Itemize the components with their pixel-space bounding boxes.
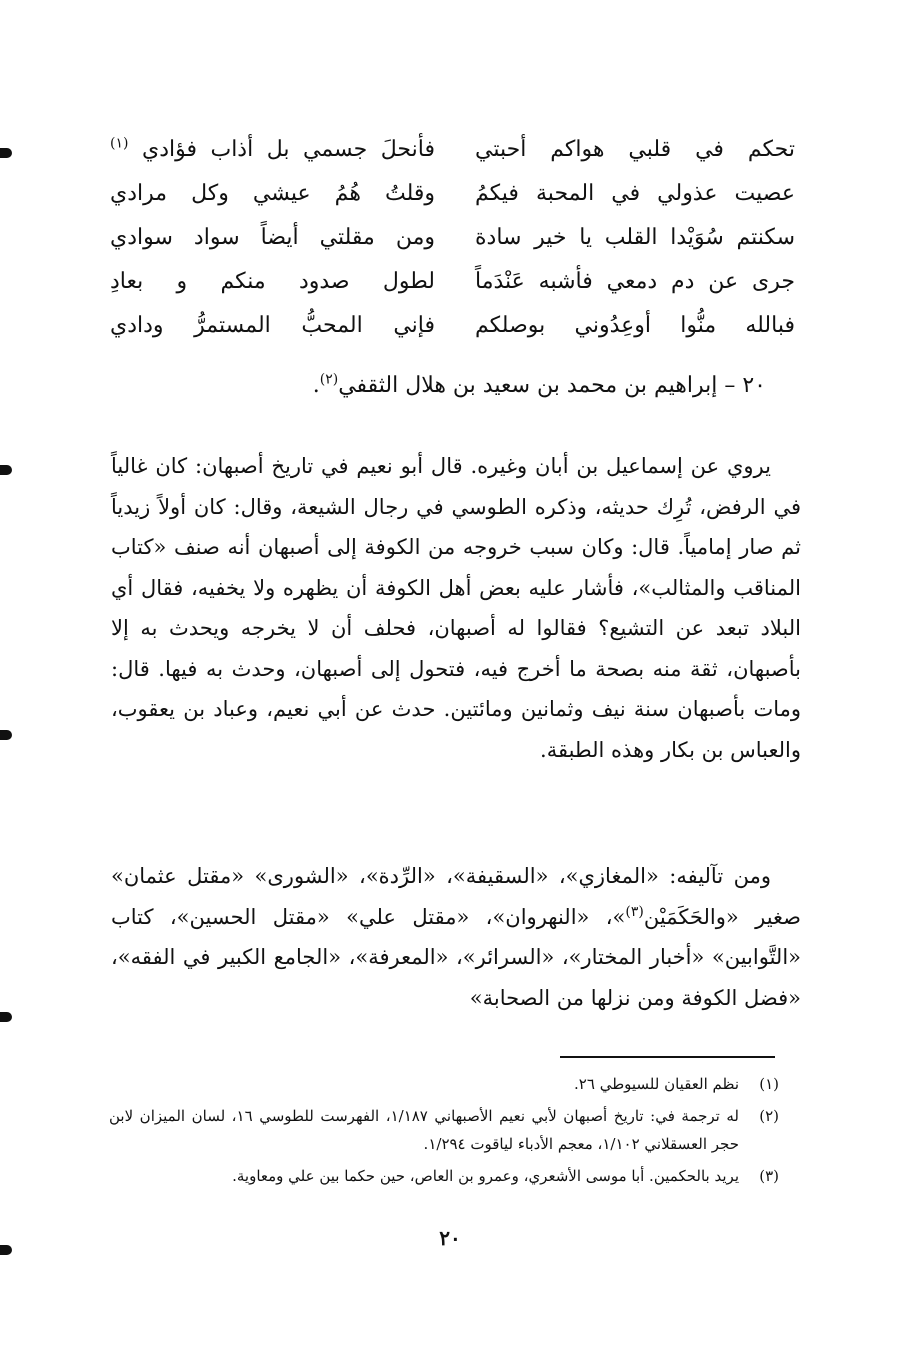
verse-hemistich: ومن مقلتي أيضاً سواد سوادي xyxy=(110,225,435,250)
footnote-text: يريد بالحكمين. أبا موسى الأشعري، وعمرو بن العاص، حين حكما بين علي ومعاوية. xyxy=(232,1167,739,1185)
scan-mark xyxy=(0,730,12,740)
scan-mark xyxy=(0,1245,12,1255)
works-text-start: ومن تآليفه: «المغازي»، «السقيفة»، «الرِّدة»، «الشورى» «مقتل عثمان» صغير «والحَكَمَيْن xyxy=(111,864,801,929)
footnote-item xyxy=(109,1070,779,1098)
scan-mark xyxy=(0,1012,12,1022)
scan-mark xyxy=(0,465,12,475)
footnote-text: نظم العقيان للسيوطي ٢٦. xyxy=(574,1075,739,1093)
biography-paragraph: يروي عن إسماعيل بن أبان وغيره. قال أبو نعيم في تاريخ أصبهان: كان غالياً في الرفض، تُرِك حديثه، وذكره الطوسي في رجال الشيعة، وقال: كان أولاً زيدياً ثم صار إمامياً. قال: وكان سبب خروجه من الكوفة إلى أصبهان أنه صنف «كتاب المناقب والمثالب»، فأشار عليه بعض أهل الكوفة أن يظهره ولا يخفيه، فقال أي البلاد تبعد عن التشيع؟ فقالوا له أصبهان، فحلف أن لا يخرجه ويحدث به إلا بأصبهان، ثقة منه بصحة ما أخرج فيه، فتحول إلى أصبهان، وحدث به فيها. قال: ومات بأصبهان سنة نيف وثمانين ومائتين. حدث عن أبي نعيم، وعباد بن يعقوب، والعباس بن بكار وهذه الطبقة. xyxy=(111,454,801,762)
works-text-end: »، «النهروان»، «مقتل علي» «مقتل الحسين»، كتاب «التَّوابين» «أخبار المختار»، «السرائر»، «المعرفة»، «الجامع الكبير في الفقه»، «فضل الكوفة ومن نزلها من الصحابة» xyxy=(111,904,801,1010)
page-number: ٢٠ xyxy=(439,1226,461,1250)
footnote-item xyxy=(109,1102,779,1158)
footnote-marker: (١) xyxy=(110,135,129,152)
verse-hemistich: لطول صدود منكم و بعادِ xyxy=(110,269,435,294)
entry-heading-text: ٢٠ – إبراهيم بن محمد بن سعيد بن هلال الثقفي xyxy=(338,373,766,398)
footnote-item xyxy=(109,1162,779,1190)
verse-hemistich: تحكم في قلبي هواكم أحبتي xyxy=(475,137,795,162)
entry-heading-end: . xyxy=(312,373,320,398)
footnote-marker: (٢) xyxy=(319,371,339,388)
footnote-number: (٣) xyxy=(759,1167,779,1185)
footnote-number: (١) xyxy=(759,1075,779,1093)
entry-heading xyxy=(206,366,766,406)
poem-left-column xyxy=(110,128,435,348)
scan-mark xyxy=(0,148,12,158)
verse-hemistich xyxy=(110,128,435,172)
verse-hemistich: فبالله منُّوا أوعِدُوني بوصلكم xyxy=(475,313,795,338)
verse-hemistich: سكنتم سُوَيْدا القلب يا خير سادة xyxy=(475,225,795,250)
footnote-number: (٢) xyxy=(759,1107,779,1125)
verse-hemistich: جرى عن دم دمعي فأشبه عَنْدَماً xyxy=(475,269,795,294)
verse-text: فأنحلَ جسمي بل أذاب فؤادي xyxy=(141,137,435,162)
footnote-text: له ترجمة في: تاريخ أصبهان لأبي نعيم الأصبهاني ١/١٨٧، الفهرست للطوسي ١٦، لسان الميزان لابن حجر العسقلاني ١/١٠٢، معجم الأدباء لياقوت ١/٢٩٤. xyxy=(109,1107,739,1153)
verse-hemistich: فإني المحبُّ المستمرُّ ودادي xyxy=(110,313,435,338)
verse-hemistich: وقلتُ هُمُ عيشي وكل مرادي xyxy=(110,181,435,206)
footnote-marker: (٣) xyxy=(625,903,644,920)
verse-hemistich: عصيت عذولي في المحبة فيكمُ xyxy=(475,181,795,206)
poem-right-column xyxy=(475,128,795,348)
poem xyxy=(110,128,795,348)
footnotes xyxy=(109,1070,779,1194)
footnote-divider xyxy=(560,1056,775,1058)
works-paragraph xyxy=(111,856,801,1018)
